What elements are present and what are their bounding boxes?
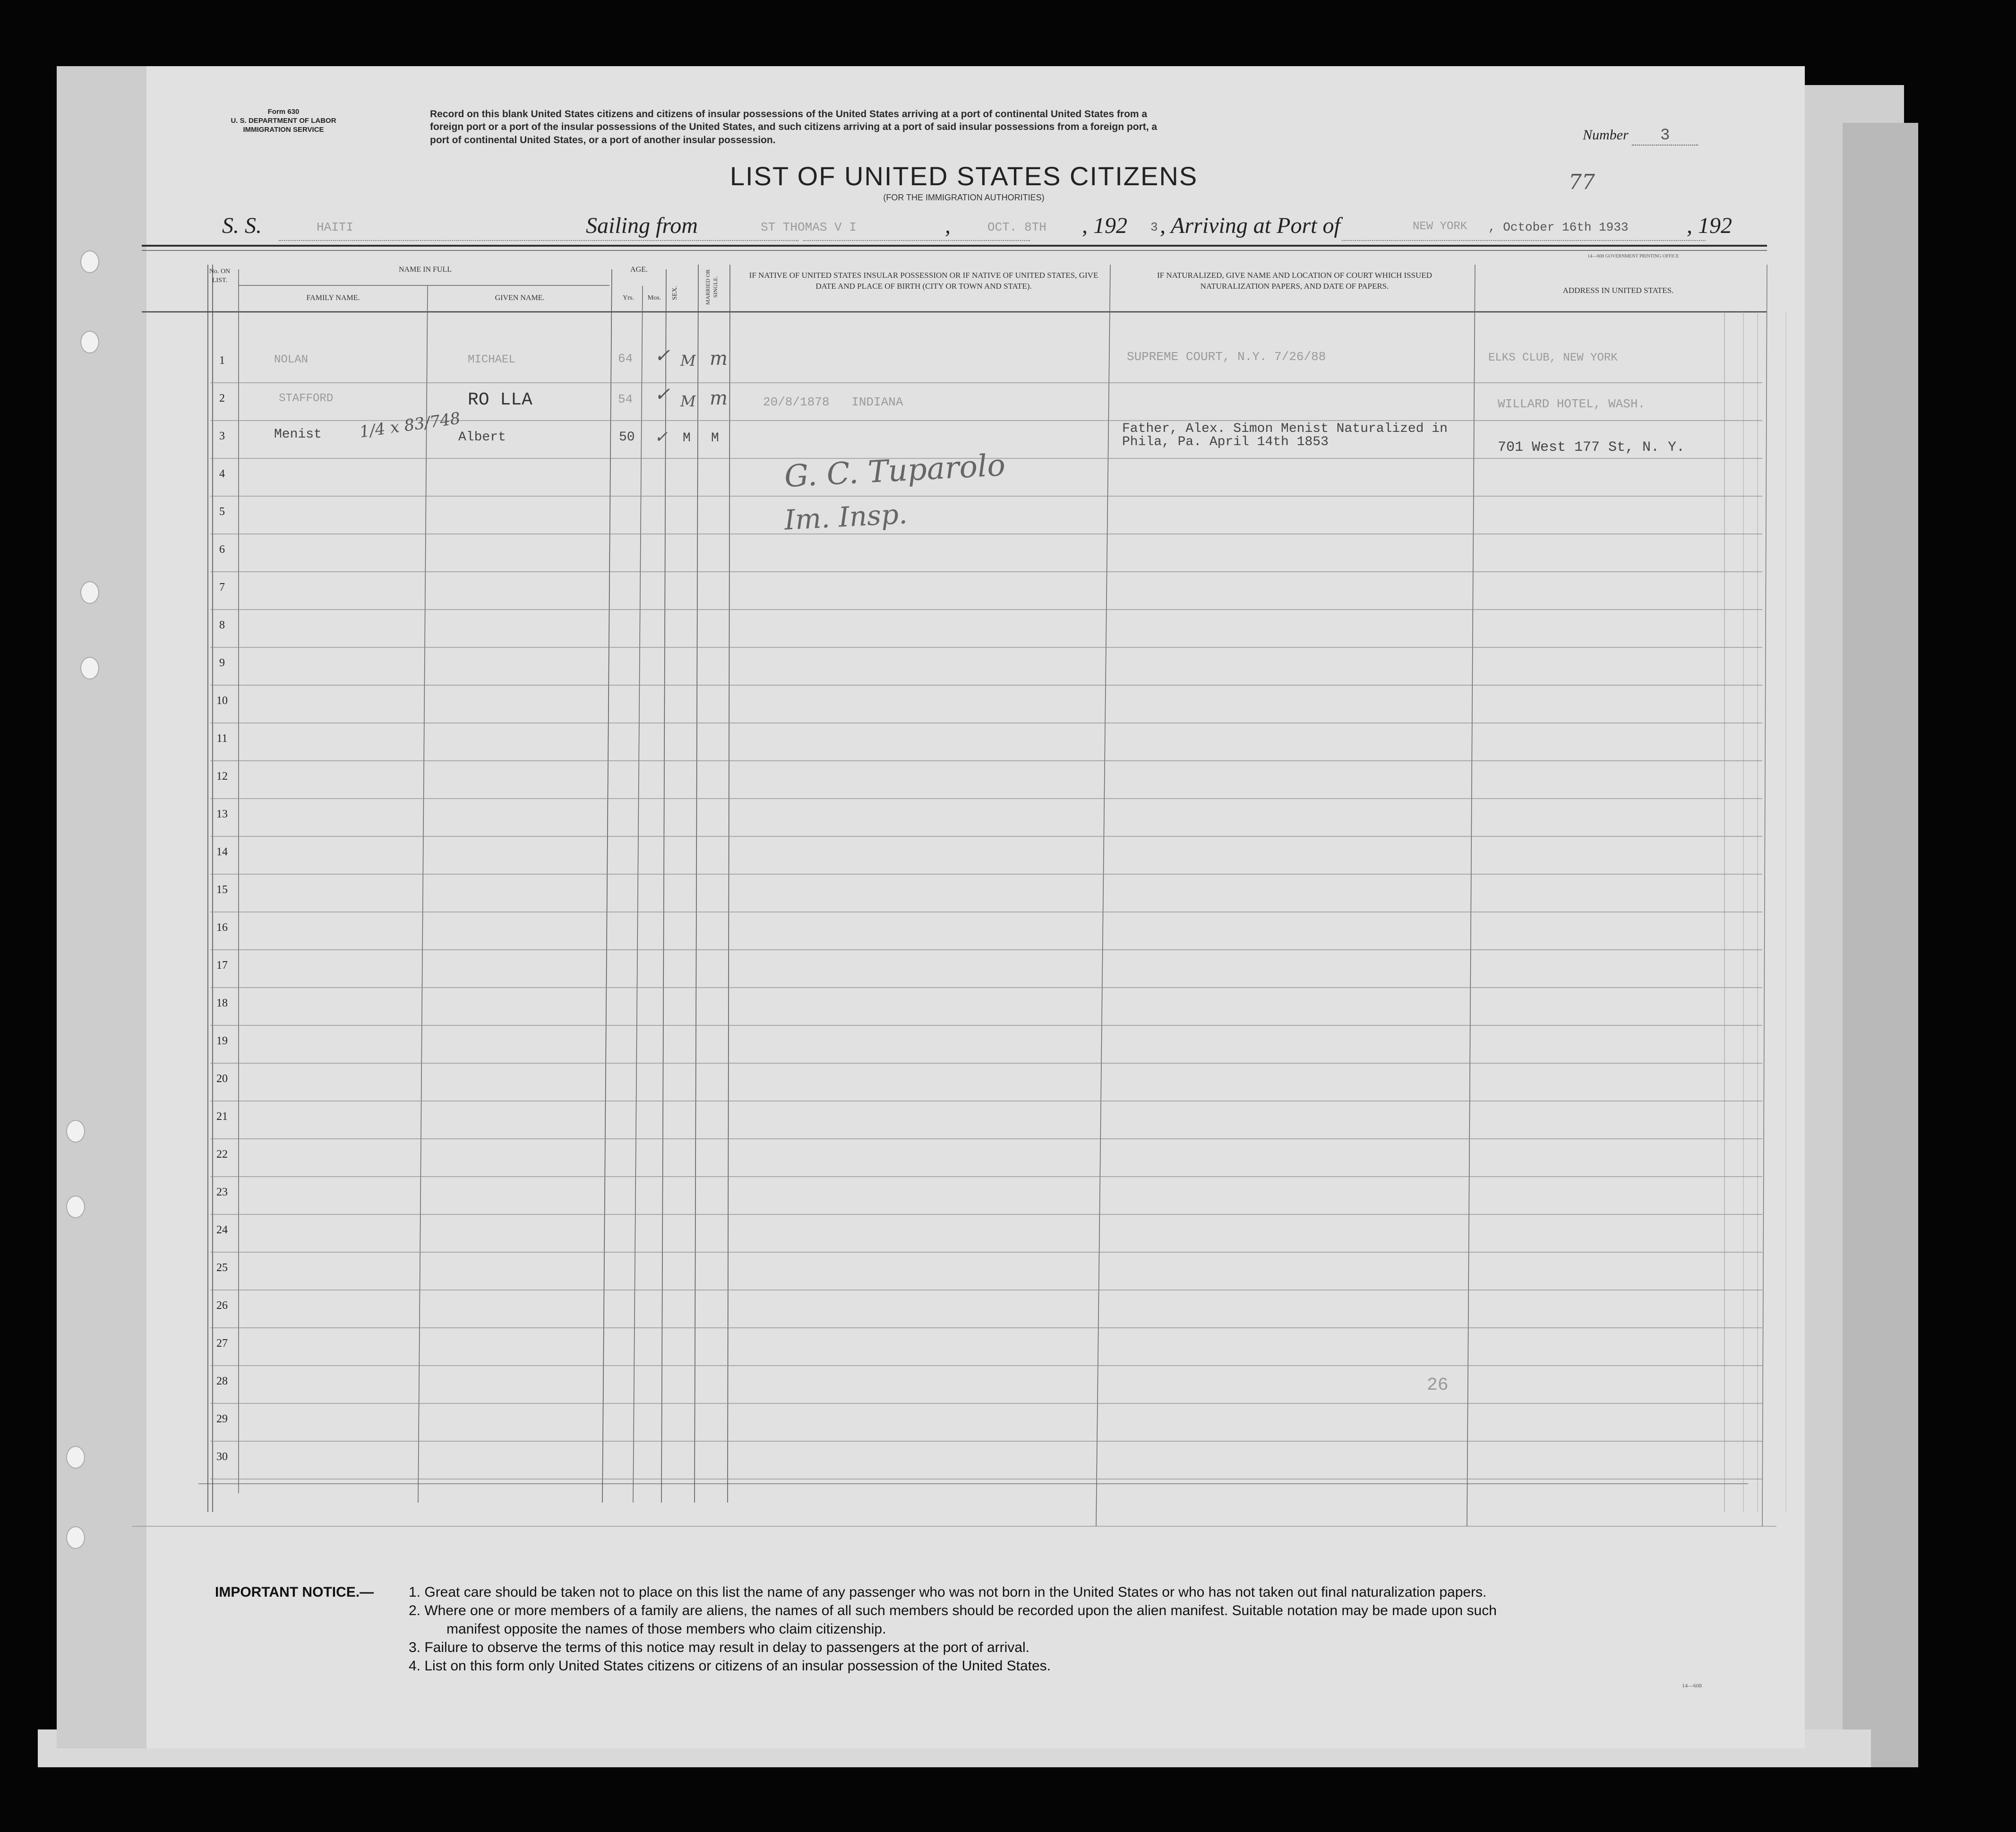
entry-2-married: m [710, 387, 728, 409]
entry-3-family: Menist [274, 427, 322, 442]
entry-3-address: 701 West 177 St, N. Y. [1498, 439, 1685, 456]
row-number: 10 [216, 695, 228, 707]
col-sex: SEX. [671, 286, 678, 300]
row-number: 21 [216, 1110, 228, 1123]
number-value: 3 [1632, 127, 1698, 146]
row-number: 17 [216, 959, 228, 972]
entry-1-family: NOLAN [274, 353, 309, 366]
sailing-label: Sailing from [586, 213, 698, 238]
entry-1-yrs: 64 [618, 352, 633, 366]
row-number: 22 [216, 1148, 228, 1161]
entry-2-birth: 20/8/1878 INDIANA [763, 395, 903, 409]
entry-3-married: M [711, 431, 719, 446]
row-number: 12 [216, 770, 228, 783]
entry-1-naturalized: SUPREME COURT, N.Y. 7/26/88 [1127, 350, 1326, 364]
entry-3-mos: ✓ [654, 428, 668, 447]
col-married: MARRIED OR SINGLE. [704, 269, 719, 305]
margin-note: 1/4 x 83/748 [358, 409, 462, 442]
printer-note: 14—608 GOVERNMENT PRINTING OFFICE [1587, 254, 1679, 259]
department-name: U. S. DEPARTMENT OF LABOR [231, 116, 336, 125]
notice-item-1: 1. Great care should be taken not to place on this list the name of any passenger who was not born in the United States or who has not taken out final naturalization papers. [409, 1584, 1487, 1600]
row-number: 1 [219, 354, 225, 367]
number-label: Number [1583, 127, 1629, 143]
entry-2-mos: ✓ [654, 384, 670, 405]
row-number: 9 [219, 657, 225, 669]
instruction-line: foreign port or a port of the insular possessions of the United States, and such citizens arriving at a port of said insular possessions from a foreign port, a [430, 121, 1158, 133]
row-number: 25 [216, 1262, 228, 1274]
ship-name: HAITI [317, 220, 354, 234]
row-number: 30 [216, 1451, 228, 1463]
entry-2-sex: M [680, 392, 696, 410]
row-number: 29 [216, 1413, 228, 1425]
arriving-label: , Arriving at Port of [1160, 213, 1340, 238]
row-number: 5 [219, 506, 225, 518]
row-number: 16 [216, 921, 228, 934]
col-address: ADDRESS IN UNITED STATES. [1562, 286, 1674, 295]
row-number: 2 [219, 392, 225, 404]
entry-3-yrs: 50 [619, 430, 635, 445]
row-number: 19 [216, 1035, 228, 1047]
col-birth: IF NATIVE OF UNITED STATES INSULAR POSSESSION OR IF NATIVE OF UNITED STATES, GIVE DATE AND PLACE OF BIRTH (CITY OR TOWN AND STATE). [749, 271, 1098, 291]
year-end: , 192 [1687, 213, 1732, 238]
notice-item-3: 3. Failure to observe the terms of this notice may result in delay to passengers at the port of arrival. [409, 1640, 1029, 1655]
notice-heading: IMPORTANT NOTICE.— [215, 1584, 374, 1600]
row-number: 24 [216, 1224, 228, 1236]
year-prefix: , 192 [1082, 213, 1127, 238]
col-name-in-full: NAME IN FULL [399, 266, 452, 274]
row-number: 14 [216, 846, 228, 858]
entry-2-family: STAFFORD [279, 392, 334, 405]
row-number: 4 [219, 468, 225, 480]
row-number: 26 [216, 1299, 228, 1312]
notice-item-4: 4. List on this form only United States citizens or citizens of an insular possession of the United States. [409, 1658, 1051, 1674]
important-notice [215, 1583, 1774, 1701]
row-number: 27 [216, 1337, 228, 1350]
entry-1-married: m [710, 348, 728, 370]
from-port: ST THOMAS V I [761, 220, 857, 234]
col-family-name: FAMILY NAME. [306, 294, 360, 302]
entry-1-mos: ✓ [654, 345, 670, 367]
page-stamp: 77 [1569, 170, 1595, 194]
row-number: 18 [216, 997, 228, 1009]
instruction-line: port of continental United States, or a port of another insular possession. [430, 134, 776, 146]
row-number: 11 [216, 732, 228, 745]
signature-line-1: G. C. Tuparolo [783, 447, 1006, 495]
sep-comma: , [945, 213, 951, 238]
entry-1-address: ELKS CLUB, NEW YORK [1488, 352, 1618, 364]
row-number: 23 [216, 1186, 228, 1198]
row-number: 13 [216, 808, 228, 820]
stamp-number: 26 [1427, 1375, 1449, 1395]
page-title: LIST OF UNITED STATES CITIZENS [729, 161, 1198, 191]
row-number: 7 [219, 581, 225, 593]
from-date: OCT. 8TH [987, 220, 1047, 234]
to-date: , October 16th 1933 [1488, 220, 1629, 234]
entry-3-given: Albert [458, 430, 506, 445]
row-number: 20 [216, 1073, 228, 1085]
row-number: 8 [219, 619, 225, 631]
entry-3-naturalized: Father, Alex. Simon Menist Naturalized in Phila, Pa. April 14th 1853 [1122, 421, 1448, 449]
entry-2-yrs: 54 [618, 392, 633, 406]
col-age: AGE. [630, 266, 648, 274]
instruction-line: Record on this blank United States citizens and citizens of insular possessions of the United States arriving at a port of continental United States from a [430, 109, 1148, 120]
row-number: 6 [219, 543, 225, 556]
col-no-on-list: No. ON LIST. [209, 268, 231, 284]
col-yrs: Yrs. [623, 294, 634, 301]
entry-3-sex: M [683, 431, 691, 446]
footer-code: 14—608 [1682, 1682, 1702, 1689]
row-number: 28 [216, 1375, 228, 1387]
notice-item-2-cont: manifest opposite the names of those members who claim citizenship. [446, 1621, 886, 1637]
entry-1-sex: M [680, 352, 696, 370]
to-port: NEW YORK [1413, 220, 1467, 233]
col-naturalized: IF NATURALIZED, GIVE NAME AND LOCATION OF COURT WHICH ISSUED NATURALIZATION PAPERS, AND DATE OF PAPERS. [1157, 271, 1432, 291]
signature-line-2: Im. Insp. [783, 498, 908, 536]
ss-label: S. S. [222, 213, 262, 238]
year-suffix: 3 [1150, 220, 1158, 234]
row-number: 3 [219, 430, 225, 442]
page-subtitle: (FOR THE IMMIGRATION AUTHORITIES) [883, 193, 1045, 202]
form-number: Form 630 [267, 108, 300, 116]
service-name: IMMIGRATION SERVICE [243, 125, 324, 134]
entry-2-address: WILLARD HOTEL, WASH. [1498, 397, 1646, 411]
col-mos: Mos. [647, 294, 661, 301]
row-number: 15 [216, 884, 228, 896]
entry-2-given: RO LLA [468, 390, 532, 410]
notice-item-2: 2. Where one or more members of a family are aliens, the names of all such members should be recorded upon the alien manifest. Suitable notation may be made upon such [409, 1603, 1497, 1618]
entry-1-given: MICHAEL [468, 353, 515, 366]
col-given-name: GIVEN NAME. [495, 294, 545, 302]
